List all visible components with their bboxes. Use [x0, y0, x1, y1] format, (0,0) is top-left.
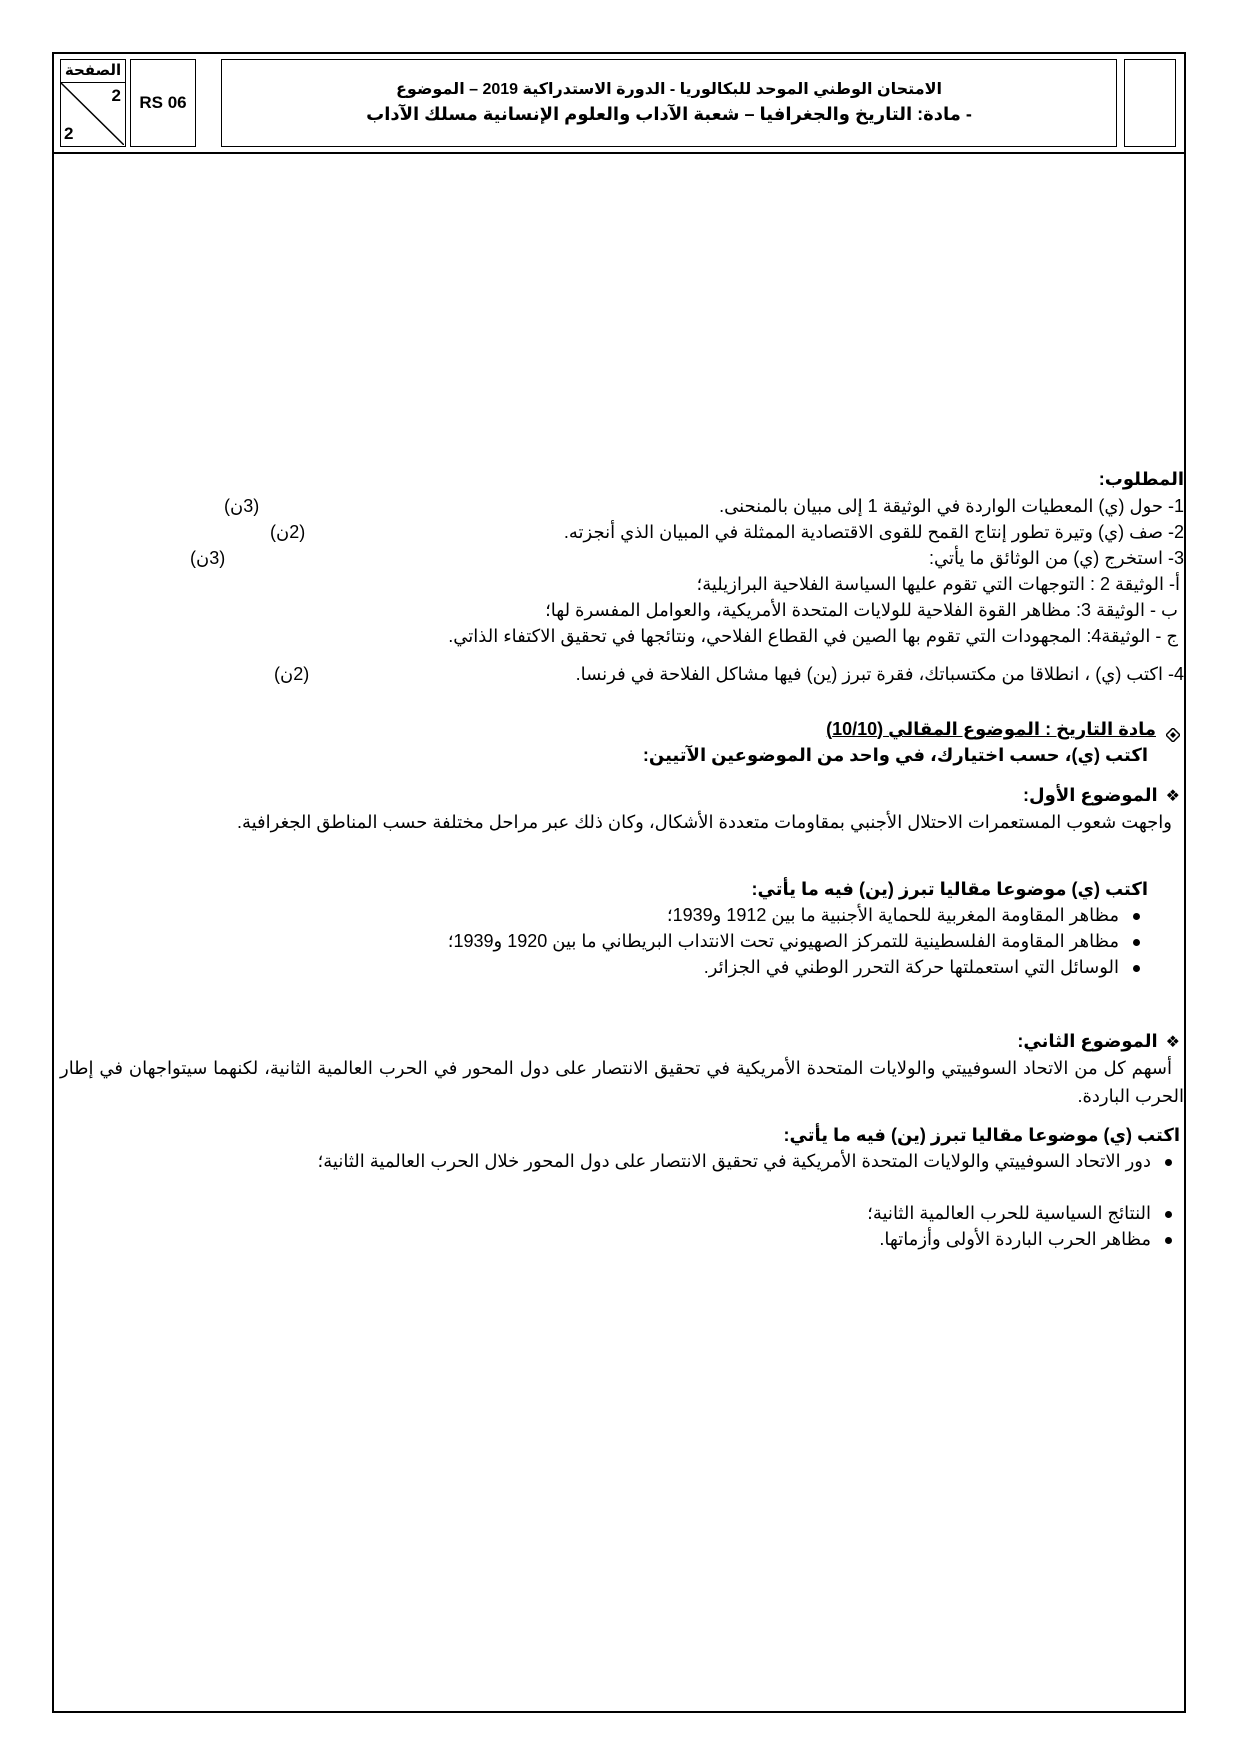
exam-header [54, 54, 1184, 154]
history-instruction: اكتب (ي)، حسب اختيارك، في واحد من الموضوعين الآتيين: [642, 745, 1148, 765]
topic1-title-row [1023, 782, 1180, 810]
exam-title-line2: - مادة: التاريخ والجغرافيا – شعبة الآداب والعلوم الإنسانية مسلك الآداب [366, 104, 972, 124]
question-1-points: (3ن) [224, 496, 260, 516]
page-frame [52, 52, 1186, 1713]
bullet-dot-icon [1165, 1159, 1172, 1166]
topic2-bullet [72, 1226, 1172, 1252]
topic2-intro: أسهم كل من الاتحاد السوفييتي والولايات المتحدة الأمريكية في تحقيق الانتصار على دول المحور في الحرب العالمية الثانية، لكنهما سيتواجهان في إطار الحرب الباردة. [60, 1058, 1184, 1106]
topic1-task: اكتب (ي) موضوعا مقاليا تبرز (ين) فيه ما يأتي: [751, 879, 1148, 899]
topic1-bullet [80, 902, 1140, 928]
topic2-bullet [72, 1148, 1172, 1174]
question-2: 2- صف (ي) وتيرة تطور إنتاج القمح للقوى الاقتصادية الممثلة في المبيان الذي أنجزته. [563, 522, 1184, 542]
question-3b: ب - الوثيقة 3: مظاهر القوة الفلاحية للولايات المتحدة الأمريكية، والعوامل المفسرة لها؛ [545, 600, 1178, 620]
topic1-intro: واجهت شعوب المستعمرات الاحتلال الأجنبي بمقاومات متعددة الأشكال، وكان ذلك عبر مراحل مختلفة حسب المناطق الجغرافية. [236, 812, 1172, 832]
diamond-bullet-icon [1166, 723, 1180, 737]
question-4: 4- اكتب (ي) ، انطلاقا من مكتسباتك، فقرة تبرز (ين) فيها مشاكل الفلاحة في فرنسا. [575, 664, 1184, 684]
question-3a: أ- الوثيقة 2 : التوجهات التي تقوم عليها السياسة الفلاحية البرازيلية؛ [696, 574, 1180, 594]
bullet-dot-icon [1165, 1211, 1172, 1218]
topic2-bullet-text: النتائج السياسية للحرب العالمية الثانية؛ [867, 1203, 1151, 1223]
topic1-bullet-text: الوسائل التي استعملتها حركة التحرر الوطني في الجزائر. [703, 957, 1119, 977]
topic2-bullet-text: دور الاتحاد السوفييتي والولايات المتحدة الأمريكية في تحقيق الانتصار على دول المحور خلال الحرب العالمية الثانية؛ [317, 1151, 1151, 1171]
topic1-bullet [80, 954, 1140, 980]
page-number-box [60, 59, 126, 147]
bullet-dot-icon [1133, 939, 1140, 946]
topic2-bullet [72, 1200, 1172, 1226]
topic1-title: الموضوع الأول: [1023, 785, 1158, 805]
exam-title-line1: الامتحان الوطني الموحد للبكالوريا - الدورة الاستدراكية 2019 – الموضوع [396, 81, 942, 98]
four-diamond-bullet-icon: ❖ [1165, 788, 1180, 805]
topic1-bullet [80, 928, 1140, 954]
bullet-dot-icon [1133, 913, 1140, 920]
history-heading: مادة التاريخ : الموضوع المقالي (10/10) [826, 719, 1156, 739]
four-diamond-bullet-icon: ❖ [1165, 1034, 1180, 1051]
bullet-dot-icon [1165, 1237, 1172, 1244]
question-1: 1- حول (ي) المعطيات الواردة في الوثيقة 1 إلى مبيان بالمنحنى. [719, 496, 1184, 516]
question-3-points: (3ن) [190, 548, 226, 568]
topic2-task: اكتب (ي) موضوعا مقاليا تبرز (ين) فيه ما يأتي: [783, 1125, 1180, 1145]
page-label: الصفحة [61, 61, 125, 83]
topic2-title-row [1017, 1028, 1180, 1056]
question-3: 3- استخرج (ي) من الوثائق ما يأتي: [928, 548, 1184, 568]
question-4-points: (2ن) [274, 664, 310, 684]
topic1-bullet-text: مظاهر المقاومة المغربية للحماية الأجنبية ما بين 1912 و1939؛ [666, 905, 1119, 925]
topic1-bullet-text: مظاهر المقاومة الفلسطينية للتمركز الصهيوني تحت الانتداب البريطاني ما بين 1920 و1939؛ [447, 931, 1119, 951]
exam-code: RS 06 [130, 59, 196, 147]
page-current: 2 [111, 86, 121, 105]
empty-box [1124, 59, 1176, 147]
bullet-dot-icon [1133, 965, 1140, 972]
question-3c: ج - الوثيقة4: المجهودات التي تقوم بها الصين في القطاع الفلاحي، ونتائجها في تحقيق الاكتفاء الذاتي. [448, 626, 1178, 646]
topic2-bullet-text: مظاهر الحرب الباردة الأولى وأزماتها. [879, 1229, 1151, 1249]
exam-title-box [221, 59, 1117, 147]
topic2-title: الموضوع الثاني: [1017, 1031, 1158, 1051]
question-2-points: (2ن) [270, 522, 306, 542]
history-heading-row [826, 716, 1180, 742]
geo-heading: المطلوب: [1098, 469, 1184, 489]
page-total: 2 [64, 124, 74, 143]
